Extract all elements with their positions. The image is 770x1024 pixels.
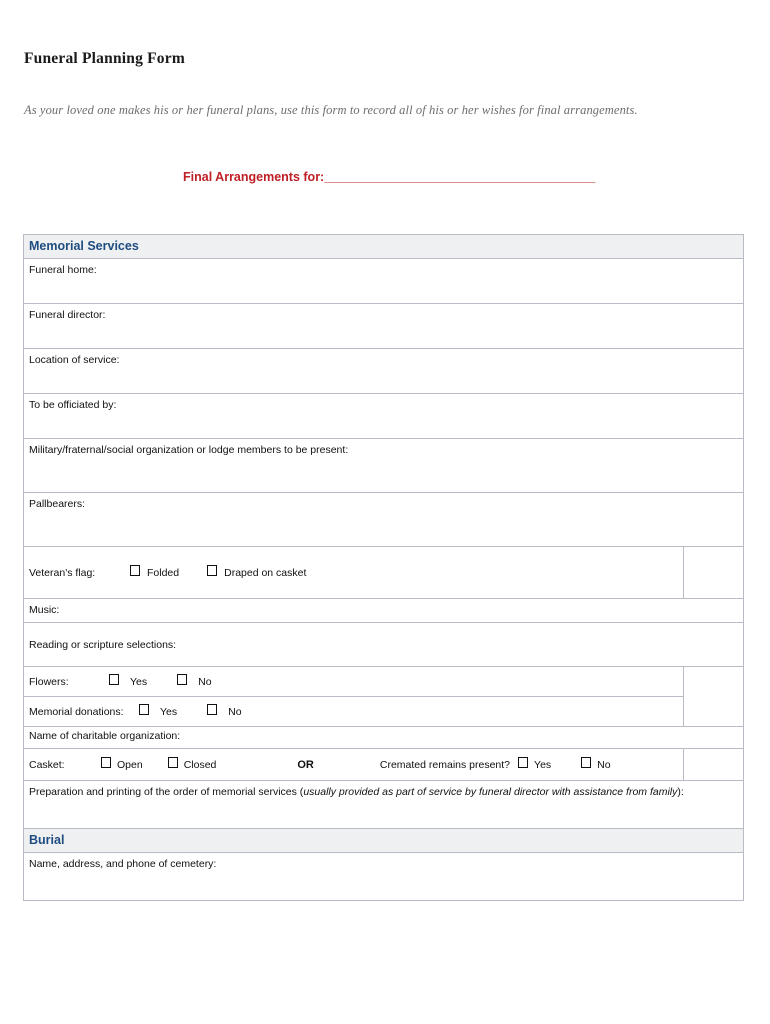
- field-charitable-organization[interactable]: [24, 727, 744, 749]
- label-folded: Folded: [147, 566, 180, 579]
- label-draped-on-casket: Draped on casket: [224, 566, 307, 579]
- field-casket-notes[interactable]: [684, 749, 744, 781]
- field-veterans-flag-notes[interactable]: [684, 547, 744, 599]
- page-subtitle: As your loved one makes his or her funeral plans, use this form to record all of his or her wishes for final arrangements.: [24, 103, 638, 117]
- table-row: [24, 853, 744, 901]
- table-row: [24, 781, 744, 829]
- table-row: [24, 493, 744, 547]
- final-arrangements-line: [183, 170, 595, 184]
- label-order-of-service-italic: usually provided as part of service by funeral director with assistance from family: [303, 786, 678, 798]
- checkbox-flowers-no[interactable]: [177, 674, 187, 685]
- table-row: [24, 599, 744, 623]
- checkbox-flowers-yes[interactable]: [109, 674, 119, 685]
- field-reading-or-scripture[interactable]: [24, 623, 744, 667]
- table-row: [24, 547, 744, 599]
- checkbox-cremated-yes[interactable]: [518, 757, 528, 768]
- memorial-donations-options: [24, 697, 683, 726]
- casket-options: [24, 749, 683, 780]
- label-military-fraternal: Military/fraternal/social organization or lodge members to be present:: [29, 444, 349, 456]
- field-veterans-flag[interactable]: [24, 547, 684, 599]
- table-row: [24, 697, 744, 727]
- field-funeral-director[interactable]: [24, 304, 744, 349]
- page-title: Funeral Planning Form: [24, 50, 185, 67]
- label-donations-yes: Yes: [160, 705, 178, 718]
- veterans-flag-options: [24, 547, 683, 598]
- label-order-of-service-main: Preparation and printing of the order of memorial services (: [29, 786, 304, 798]
- field-casket[interactable]: [24, 749, 684, 781]
- field-military-fraternal[interactable]: [24, 439, 744, 493]
- field-music[interactable]: [24, 599, 744, 623]
- label-cremated-remains-present: Cremated remains present?: [379, 758, 511, 771]
- field-cemetery-info[interactable]: [24, 853, 744, 901]
- label-casket-closed: Closed: [183, 758, 217, 771]
- field-funeral-home[interactable]: [24, 259, 744, 304]
- funeral-planning-table: [23, 234, 744, 901]
- checkbox-donations-no[interactable]: [207, 704, 217, 715]
- section-title-memorial-services: Memorial Services: [29, 239, 139, 253]
- final-arrangements-label: Final Arrangements for:: [183, 170, 325, 184]
- label-charitable-organization: Name of charitable organization:: [29, 730, 181, 742]
- table-row: [24, 749, 744, 781]
- final-arrangements-blank-field[interactable]: _______________________________________: [324, 170, 596, 184]
- table-row: [24, 259, 744, 304]
- label-flowers: Flowers:: [29, 675, 69, 688]
- table-row: [24, 394, 744, 439]
- label-funeral-home: Funeral home:: [29, 264, 97, 276]
- section-header-memorial-services: [24, 235, 744, 259]
- field-memorial-donations[interactable]: [24, 697, 684, 727]
- label-flowers-no: No: [198, 675, 212, 688]
- field-flowers-donations-notes[interactable]: [684, 667, 744, 727]
- checkbox-casket-closed[interactable]: [168, 757, 178, 768]
- checkbox-casket-open[interactable]: [101, 757, 111, 768]
- table-row: [24, 727, 744, 749]
- label-reading-or-scripture: Reading or scripture selections:: [29, 639, 177, 651]
- label-order-of-service-printing: [24, 781, 743, 799]
- label-donations-no: No: [228, 705, 242, 718]
- label-veterans-flag: Veteran's flag:: [29, 566, 96, 579]
- label-music: Music:: [29, 604, 60, 616]
- flowers-options: [24, 667, 683, 696]
- label-funeral-director: Funeral director:: [29, 309, 106, 321]
- checkbox-donations-yes[interactable]: [139, 704, 149, 715]
- table-row: [24, 304, 744, 349]
- field-flowers[interactable]: [24, 667, 684, 697]
- label-or-separator: OR: [297, 758, 314, 771]
- field-pallbearers[interactable]: [24, 493, 744, 547]
- table-row: [24, 439, 744, 493]
- label-location-of-service: Location of service:: [29, 354, 120, 366]
- checkbox-draped-on-casket[interactable]: [207, 565, 217, 576]
- table-row: [24, 667, 744, 697]
- label-cremated-yes: Yes: [534, 758, 552, 771]
- section-header-burial: [24, 829, 744, 853]
- label-cremated-no: No: [597, 758, 611, 771]
- field-to-be-officiated-by[interactable]: [24, 394, 744, 439]
- table-row: [24, 349, 744, 394]
- checkbox-cremated-no[interactable]: [581, 757, 591, 768]
- label-order-of-service-tail: ):: [677, 786, 684, 798]
- label-to-be-officiated-by: To be officiated by:: [29, 399, 117, 411]
- label-cemetery-info: Name, address, and phone of cemetery:: [29, 858, 217, 870]
- section-title-burial: Burial: [29, 833, 65, 847]
- label-casket: Casket:: [29, 758, 65, 771]
- field-order-of-service-printing[interactable]: [24, 781, 744, 829]
- label-memorial-donations: Memorial donations:: [29, 705, 124, 718]
- label-casket-open: Open: [117, 758, 143, 771]
- table-row: [24, 623, 744, 667]
- label-flowers-yes: Yes: [130, 675, 148, 688]
- label-pallbearers: Pallbearers:: [29, 498, 86, 510]
- field-location-of-service[interactable]: [24, 349, 744, 394]
- checkbox-folded[interactable]: [130, 565, 140, 576]
